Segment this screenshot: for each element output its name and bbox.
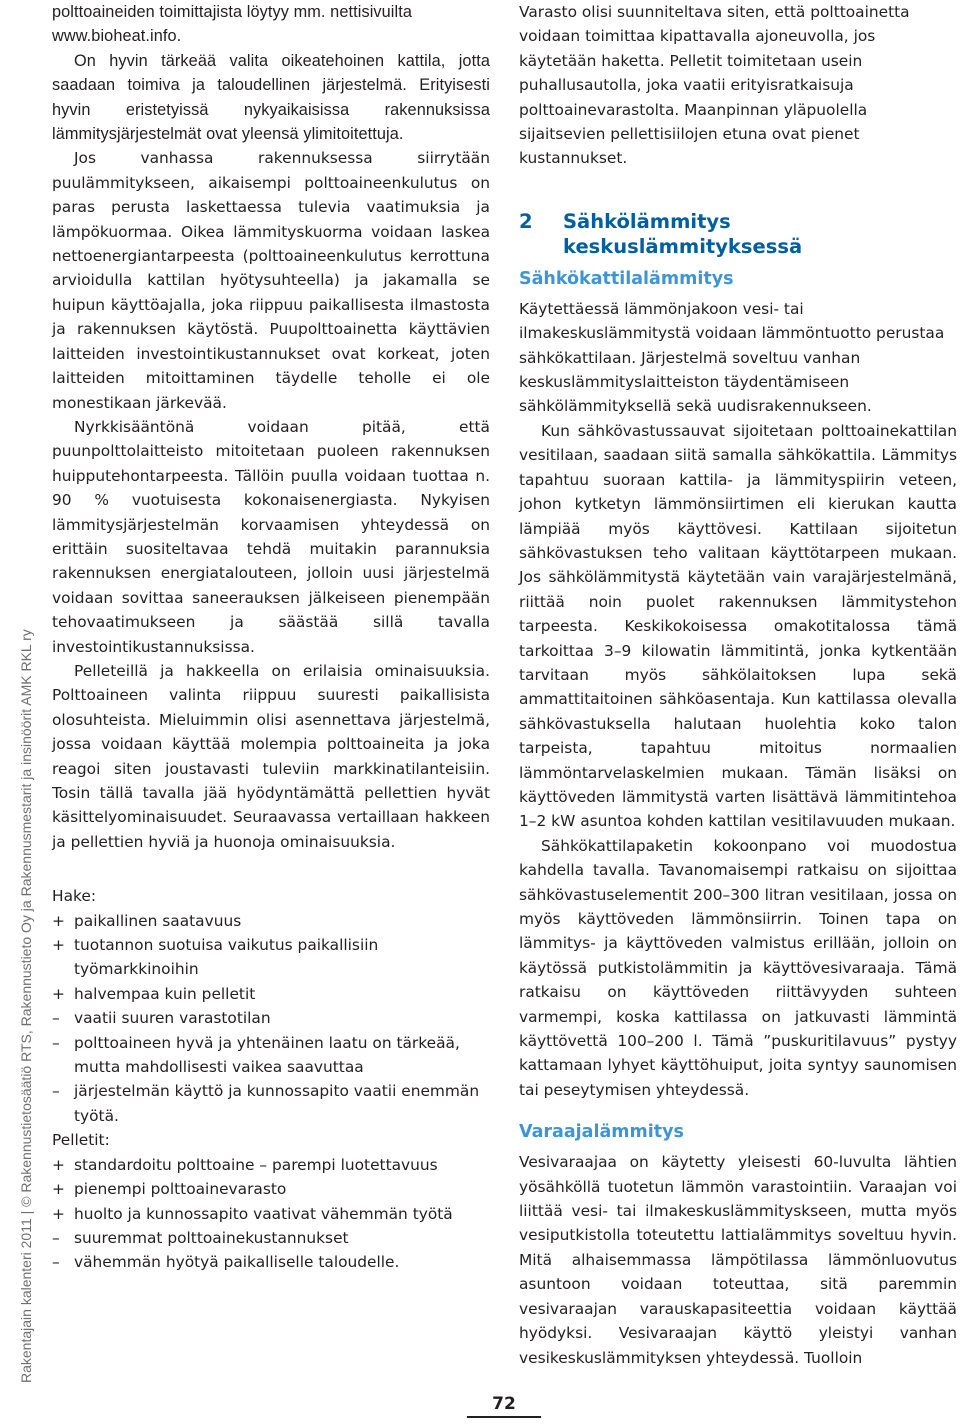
hake-list xyxy=(52,909,490,1129)
hake-heading: Hake: xyxy=(52,887,97,906)
list-item: – järjestelmän käyttö ja kunnossapito vaatii enemmän työtä. xyxy=(52,1082,480,1125)
subheading-varaaja: Varaajalämmitys xyxy=(519,1122,684,1143)
sidebar-copyright xyxy=(0,0,40,1425)
pelletit-list xyxy=(52,1153,490,1275)
pelletit-heading: Pelletit: xyxy=(52,1131,110,1150)
list-item: + huolto ja kunnossapito vaativat vähemmän työtä xyxy=(52,1204,453,1223)
section-heading xyxy=(519,209,957,259)
paragraph-kokoonpano: Sähkökattilapaketin kokoonpano voi muodostua kahdella tavalla. Tavanomaisempi ratkaisu on sijoittaa sähkövastuselementit 200–300 litran vesitilaan, jossa on myös käyttöveden lämmönsiirrin. Toinen tapa on lämmitys- ja käyttöveden valmistus erillään, jolloin on käytössä putkistolämmitin ja käyttövesivaraaja. Tämä ratkaisu on käyttöveden riittävyyden suhteen varmempi, koska kattilassa on jatkuvasti lämmintä käyttövettä 100–200 l. Tämä ”puskuritilavuus” pystyy kattamaan lyhyet käyttöhuiput, joita syntyy saunomisen tai peseytymisen yhteydessä. xyxy=(519,836,957,1099)
list-item: – polttoaineen hyvä ja yhtenäinen laatu on tärkeää, mutta mahdollisesti vaikea saavuttaa xyxy=(52,1033,460,1077)
list-item: – vaatii suuren varastotilan xyxy=(52,1009,271,1028)
list-item: + halvempaa kuin pelletit xyxy=(52,984,256,1003)
list-item: – suuremmat polttoainekustannukset xyxy=(52,1228,349,1247)
paragraph-kaytettaessa: Käytettäessä lämmönjakoon vesi- tai ilmakeskuslämmitystä voidaan lämmöntuotto perustaa sähkökattilaan. Järjestelmä soveltuu vanhan keskuslämmityslaitteiston täydentämiseen sähkölämmityksellä sekä uudisrakennukseen. xyxy=(519,299,945,416)
intro-line-1: polttoaineiden toimittajista löytyy mm. nettisivuilta xyxy=(52,3,413,21)
paragraph-pelletit-hake: Pelleteillä ja hakkeella on erilaisia ominaisuuksia. Polttoaineen valinta riippuu suuresti paikallisista olosuhteista. Mieluimmin olisi asennettava järjestelmä, jossa voidaan käyttää molempia polttoaineita ja joka reagoi siten joustavasti tuleviin markkinatilanteisiin. Tosin tällä tavalla jää hyödyntämättä pellettien hyvät käsittelyominaisuudet. Seuraavassa vertaillaan hakkeen ja pellettien hyviä ja huonoja ominaisuuksia. xyxy=(52,661,490,851)
intro-paragraph: On hyvin tärkeää valita oikeatehoinen kattila, jotta saadaan toimiva ja taloudellinen järjestelmä. Erityisesti hyvin eristetyissä nykyaikaisissa rakennuksissa lämmitysjärjestelmät ovat yleensä ylimitoitettuja. xyxy=(52,51,490,144)
section-title: Sähkölämmitys keskuslämmityksessä xyxy=(563,209,803,258)
page-number: 72 xyxy=(467,1394,541,1418)
paragraph-vesivaraaja: Vesivaraajaa on käytetty yleisesti 60-luvulta lähtien yösähköllä tuotetun lämmön varastointiin. Varaajan voi liittää vesi- tai ilmakeskuslämmityskseen, mutta myös vesiputkistolla toteutettu lattialämmitys soveltuu hyvin. Mitä alhaisemmassa lämpötilassa lämmönluovutus asuntoon voidaan toteuttaa, sitä paremmin vesivaraajan varauskapasiteettia voidaan käyttää hyödyksi. Vesivaraajan käyttö yleistyi vanhan vesikeskuslämmityksen yhteydessä. Tuolloin xyxy=(519,1153,957,1367)
list-item: – vähemmän hyötyä paikalliselle taloudelle. xyxy=(52,1253,400,1272)
right-column xyxy=(519,0,957,1370)
list-item: + paikallinen saatavuus xyxy=(52,911,242,930)
list-item: + standardoitu polttoaine – parempi luotettavuus xyxy=(52,1155,438,1174)
intro-line-2: www.bioheat.info. xyxy=(52,27,182,46)
left-column xyxy=(52,0,490,1275)
list-item: + tuotannon suotuisa vaikutus paikallisiin työmarkkinoihin xyxy=(52,936,379,979)
subheading-sahkokattila: Sähkökattilalämmitys xyxy=(519,268,734,289)
intro-block xyxy=(52,0,490,146)
paragraph-sahkovastus: Kun sähkövastussauvat sijoitetaan polttoainekattilan vesitilaan, saadaan siitä samalla sähkökattila. Lämmitys tapahtuu suoraan kattila- ja lämmityspiirin veteen, johon kytketyn lämmönsiirtimen eli kierukan kautta lämpiää myös käyttövesi. Kattilaan sijoitetun sähkövastuksen teho valitaan käyttötarpeen mukaan. Jos sähkölämmitystä käytetään vain varajärjestelmänä, riittää noin puolet rakennuksen lämmitystehon tarpeesta. Keskikokoisessa omakotitalossa tämä tarkoittaa 3–9 kilowatin lämmitintä, jonka kytkentään tarvitaan myös sähkölaitoksen lupa sekä ammattitaitoinen sähköasentaja. Kun kattilassa olevalla sähkövastuksella halutaan huolehtia koko talon tarpeista, tapahtuu mitoitus normaalien lämmöntarvelaskelmien mukaan. Tämän lisäksi on käyttöveden lämmitystä varten lisättävä lämmitintehoa 1–2 kW asuntoa kohden kattilan vesitilavuuden mukaan. xyxy=(519,421,957,831)
copyright-text: Rakentajain kalenteri 2011 | © Rakennustietosäätiö RTS, Rakennustieto Oy ja Rakennusmestarit ja insinöörit AMK RKL ry xyxy=(18,629,34,1383)
paragraph-lammityskuorma: Jos vanhassa rakennuksessa siirrytään puulämmitykseen, aikaisempi polttoaineenkulutus on paras perusta laskettaessa tulevia vaatimuksia ja lämpökuormaa. Oikea lämmityskuorma voidaan laskea nettoenergiantarpeesta (polttoaineenkulutus kerrottuna arvioidulla kattilan hyötysuhteella) ja jakamalla se huipun käyttöajalla, joka riippuu paikallisesta ilmastosta ja rakennuksen käytöstä. Puupolttoainetta käyttävien laitteiden investointikustannukset ovat korkeat, joten laitteiden mitoittaminen täydelle teholle ei ole monestikaan järkevää. xyxy=(52,149,490,412)
paragraph-varasto: Varasto olisi suunniteltava siten, että polttoainetta voidaan toimittaa kipattavalla ajoneuvolla, jos käytetään haketta. Pelletit toimitetaan usein puhallusautolla, joka vaatii erityisratkaisuja polttoainevarastolta. Maanpinnan yläpuolella sijaitsevien pellettisiilojen etuna ovat pienet kustannukset. xyxy=(519,3,910,168)
section-number: 2 xyxy=(519,209,533,233)
list-item: + pienempi polttoainevarasto xyxy=(52,1180,287,1199)
paragraph-nyrkkisaanto: Nyrkkisääntönä voidaan pitää, että puunpolttolaitteisto mitoitetaan puoleen rakennuksen huipputehontarpeesta. Tällöin puulla voidaan tuottaa n. 90 % vuotuisesta kokonaisenergiasta. Nykyisen lämmitysjärjestelmän korvaamisen yhteydessä on erittäin suositeltavaa tehdä muitakin parannuksia rakennuksen energiatalouteen, jolloin uusi järjestelmä voidaan sovittaa saneerauksen jälkeiseen pienempään tehovaatimukseen ja säästää sillä tavalla investointikustannuksissa. xyxy=(52,417,490,656)
